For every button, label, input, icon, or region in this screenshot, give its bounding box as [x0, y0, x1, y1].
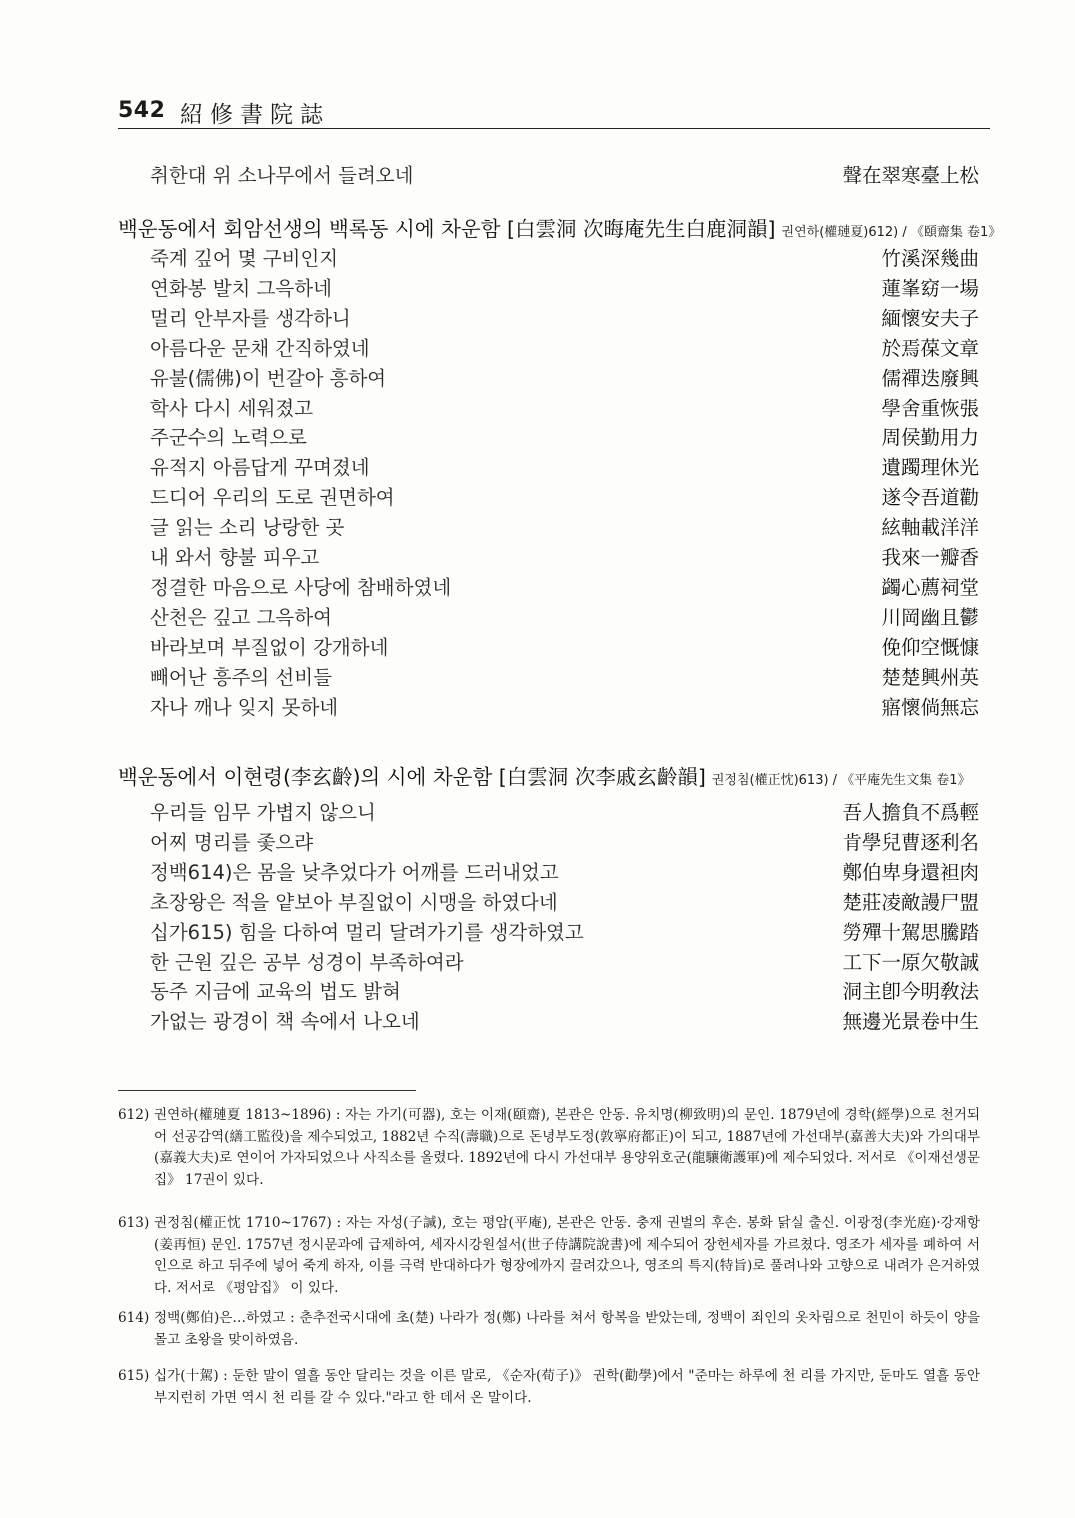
- verse-korean: 빼어난 흥주의 선비들: [150, 665, 332, 689]
- verse-hanja: 鄭伯卑身還袒肉: [842, 860, 979, 884]
- verse-hanja: 遂令吾道勸: [881, 486, 979, 510]
- footnote-613: [118, 1213, 980, 1299]
- verse-hanja: 竹溪深幾曲: [881, 247, 979, 270]
- verse-korean: 초장왕은 적을 얕보아 부질없이 시맹을 하였다네: [150, 890, 558, 914]
- footnote-text: 정백(鄭伯)은…하였고 : 춘추전국시대에 초(楚) 나라가 정(鄭) 나라를 쳐서 항복을 받았는데, 정백이 죄인의 옷차림으로 천민이 하듯이 양을 몰고 초왕을 맞이하였음.: [154, 1310, 980, 1348]
- verse-korean: 유불(儒佛)이 번갈아 흥하여: [150, 366, 387, 390]
- footnote-number: 613): [118, 1215, 150, 1231]
- poem2-heading: 백운동에서 이현령(李玄齡)의 시에 차운함 [白雲洞 次李戚玄齡韻]: [118, 765, 706, 789]
- verse-korean: 한 근원 깊은 공부 성경이 부족하여라: [150, 950, 464, 974]
- verse-hanja: 我來一瓣香: [881, 546, 979, 569]
- footnote-614: [118, 1308, 980, 1351]
- verse-hanja: 寤懷倘無忘: [881, 695, 979, 719]
- verse-hanja: 無邊光景卷中生: [842, 1010, 979, 1034]
- verse-korean: 바라보며 부질없이 강개하네: [150, 635, 389, 659]
- verse-hanja: 俛仰空慨慷: [881, 635, 979, 659]
- verse-korean: 글 읽는 소리 낭랑한 곳: [150, 516, 345, 540]
- verse-korean: 아름다운 문채 간직하였네: [150, 336, 370, 360]
- running-header: [118, 96, 990, 130]
- page-number: 542: [118, 98, 166, 123]
- verse-korean: 연화봉 발치 그윽하네: [150, 276, 332, 300]
- verse-korean: 주군수의 노력으로: [150, 426, 307, 450]
- footnote-text: 권정침(權正忱 1710~1767) : 자는 자성(子諴), 호는 평암(平庵), 본관은 안동. 충재 권벌의 후손. 봉화 닭실 출신. 이광정(李光庭)·강재항(姜再恒) 문인. 1757년 정시문과에 급제하여, 세자시강원설서(世子侍講院說書)에 제수되어 장헌세자를 가르쳤다. 영조가 세자를 폐하여 서인으로 하고 뒤주에 넣어 죽게 하자, 이를 극력 반대하다가 형장에까지 끌려갔으나, 영조의 특지(特旨)로 풀려나와 고향으로 내려가 은거하였다. 저서로 《평암집》 이 있다.: [154, 1215, 980, 1296]
- book-title: 紹修書院誌: [180, 102, 330, 128]
- verse-hanja: 絃軸載洋洋: [881, 516, 979, 540]
- verse-hanja: 川岡幽且鬱: [881, 605, 979, 629]
- verse-hanja: 工下一原欠敬誠: [842, 950, 979, 974]
- verse-korean: 드디어 우리의 도로 권면하여: [150, 486, 395, 510]
- poem1-source: 권연하(權璉夏)612) / 《頤齋集 卷1》: [781, 225, 1002, 240]
- verse-korean: 십가615) 힘을 다하여 멀리 달려가기를 생각하였고: [150, 920, 584, 944]
- top-line-korean: 취한대 위 소나무에서 들려오네: [150, 164, 414, 187]
- verse-hanja: 周侯勤用力: [881, 426, 979, 450]
- verse-hanja: 勞殫十駕思騰踏: [842, 920, 979, 944]
- footnote-rule: [118, 1090, 416, 1091]
- verse-hanja: 蓮峯窈一場: [881, 276, 979, 300]
- verse-korean: 우리들 임무 가볍지 않으니: [150, 801, 376, 824]
- top-line-hanja: 聲在翠寒臺上松: [842, 164, 979, 187]
- verse-korean: 가없는 광경이 책 속에서 나오네: [150, 1010, 420, 1034]
- verse-korean: 정결한 마음으로 사당에 참배하였네: [150, 575, 452, 599]
- verse-hanja: 學舍重恢張: [881, 396, 979, 420]
- verse-hanja: 蠲心薦祠堂: [881, 575, 979, 599]
- footnote-text: 권연하(權璉夏 1813~1896) : 자는 가기(可器), 호는 이재(頤齋), 본관은 안동. 유치명(柳致明)의 문인. 1879년에 경학(經學)으로 천거되어 선공감역(繕工監役)을 제수되었고, 1882년 수직(壽職)으로 돈녕부도정(敦寧府都正)이 되고, 1887년에 가선대부(嘉善大夫)와 가의대부(嘉義大夫)로 연이어 가자되었으나 사직소를 올렸다. 1892년에 다시 가선대부 용양위호군(龍驤衛護軍)에 제수되었다. 저서로 《이재선생문집》 17권이 있다.: [154, 1107, 980, 1188]
- verse-hanja: 楚楚興州英: [881, 665, 979, 689]
- verse-korean: 내 와서 향불 피우고: [150, 546, 320, 569]
- verse-korean: 유적지 아름답게 꾸며졌네: [150, 456, 370, 480]
- poem2-heading-row: [118, 760, 971, 790]
- verse-hanja: 洞主卽今明敎法: [842, 980, 979, 1004]
- verse-korean: 정백614)은 몸을 낮추었다가 어깨를 드러내었고: [150, 860, 559, 884]
- poem2-source: 권정침(權正忱)613) / 《平庵先生文集 卷1》: [711, 773, 971, 788]
- footnote-number: 614): [118, 1310, 150, 1326]
- verse-hanja: 楚莊凌敵謾尸盟: [842, 890, 979, 914]
- verse-hanja: 肯學兒曹逐利名: [842, 830, 979, 854]
- verse-hanja: 緬懷安夫子: [881, 306, 979, 330]
- verse-hanja: 遺躅理休光: [881, 456, 979, 480]
- verse-korean: 멀리 안부자를 생각하니: [150, 306, 351, 330]
- verse-hanja: 吾人擔負不爲輕: [842, 801, 979, 824]
- footnote-number: 612): [118, 1107, 150, 1123]
- verse-korean: 학사 다시 세워졌고: [150, 396, 314, 420]
- footnote-text: 십가(十駕) : 둔한 말이 열흘 동안 달리는 것을 이른 말로, 《순자(荀子)》 권학(勸學)에서 "준마는 하루에 천 리를 가지만, 둔마도 열흘 동안 부지런히 가면 역시 천 리를 갈 수 있다."라고 한 데서 온 말이다.: [154, 1368, 980, 1406]
- verse-korean: 산천은 깊고 그윽하여: [150, 605, 332, 629]
- poem1-heading-row: [118, 212, 1001, 242]
- verse-hanja: 於焉葆文章: [881, 336, 979, 360]
- header-rule: [118, 128, 990, 129]
- verse-korean: 동주 지금에 교육의 법도 밝혀: [150, 980, 401, 1004]
- footnote-612: [118, 1105, 980, 1191]
- footnote-615: [118, 1366, 980, 1409]
- verse-hanja: 儒禪迭廢興: [881, 366, 979, 390]
- poem1-heading: 백운동에서 회암선생의 백록동 시에 차운함 [白雲洞 次晦庵先生白鹿洞韻]: [118, 217, 776, 241]
- verse-korean: 죽계 깊어 몇 구비인지: [150, 247, 339, 270]
- verse-korean: 어찌 명리를 좇으랴: [150, 830, 314, 854]
- footnote-number: 615): [118, 1368, 150, 1384]
- verse-korean: 자나 깨나 잊지 못하네: [150, 695, 339, 719]
